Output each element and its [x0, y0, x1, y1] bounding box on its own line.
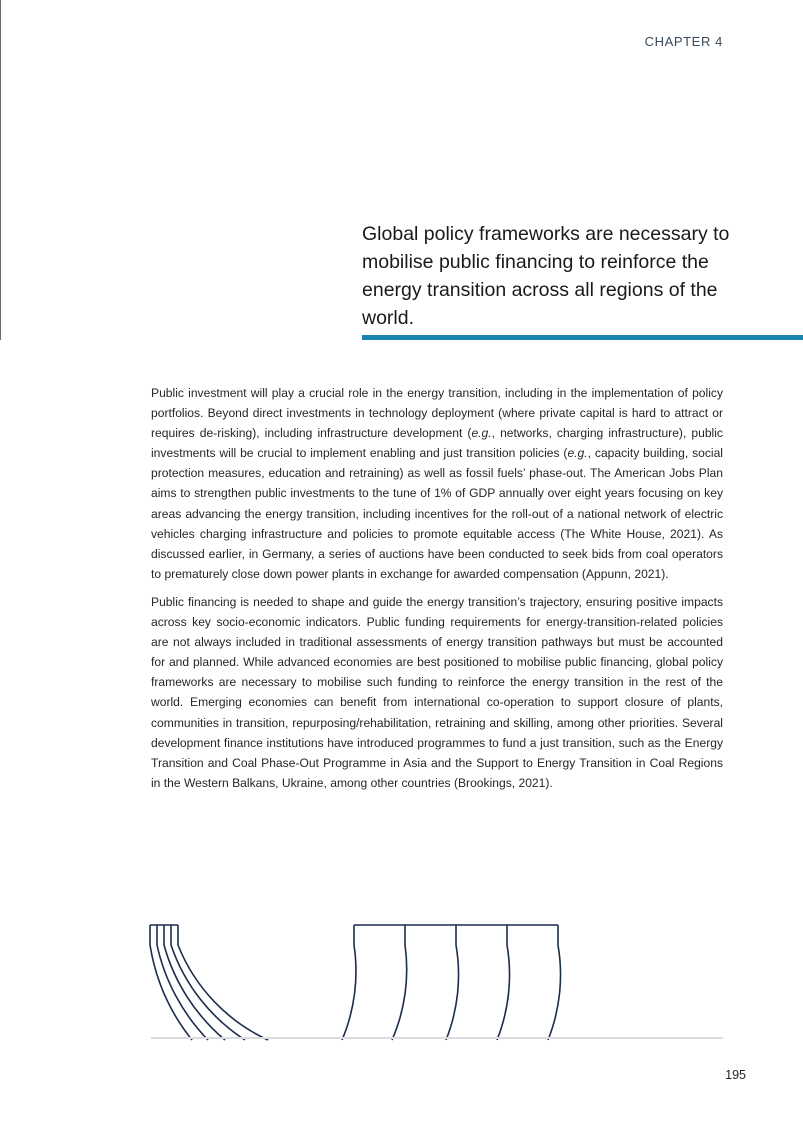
chapter-label: CHAPTER 4 [644, 34, 723, 49]
pull-quote-accent-bar [362, 335, 803, 340]
page-number: 195 [725, 1068, 746, 1082]
body-paragraph-2: Public financing is needed to shape and guide the energy transition’s trajectory, ensuring positive impacts across key socio-economic indicators. Public funding requirements for energy-transition-related policies are not always included in traditional assessments of energy transition pathways but must be accounted for and planned. While advanced economies are best positioned to mobilise public financing, global policy frameworks are necessary to mobilise such funding to reinforce the energy transition in the rest of the world. Emerging economies can benefit from international co-operation to support closure of plants, communities in transition, repurposing/rehabilitation, retraining and skilling, among other priorities. Several development finance institutions have introduced programmes to fund a just transition, such as the Energy Transition and Coal Phase-Out Programme in Asia and the Support to Energy Transition in Coal Regions in the Western Balkans, Ukraine, among other countries (Brookings, 2021). [151, 594, 723, 790]
left-margin-rule [0, 0, 1, 340]
body-paragraph-1: Public investment will play a crucial role in the energy transition, including in the implementation of policy portfolios. Beyond direct investments in technology deployment (where private capital is hard to attract or requires de-risking), including infrastructure development (e.g., networks, charging infrastructure), public investments will be crucial to implement enabling and just transition policies (e.g., capacity building, social protection measures, education and retraining) as well as fossil fuels’ phase-out. The American Jobs Plan aims to strengthen public investments to the tune of 1% of GDP annually over eight years focusing on key areas advancing the energy transition, including incentives for the roll-out of a national network of electric vehicles charging infrastructure and policies to promote equitable access (The White House, 2021). As discussed earlier, in Germany, a series of auctions have been conducted to seek bids from coal operators to prematurely close down power plants in exchange for awarded compensation (Appunn, 2021). [151, 386, 723, 581]
pull-quote: Global policy frameworks are necessary to mobilise public financing to reinforce the energy transition across all regions of the world. [362, 223, 730, 329]
decorative-arcs-ornament [145, 918, 575, 1043]
body-text [151, 383, 723, 801]
footer-divider [151, 1037, 723, 1039]
